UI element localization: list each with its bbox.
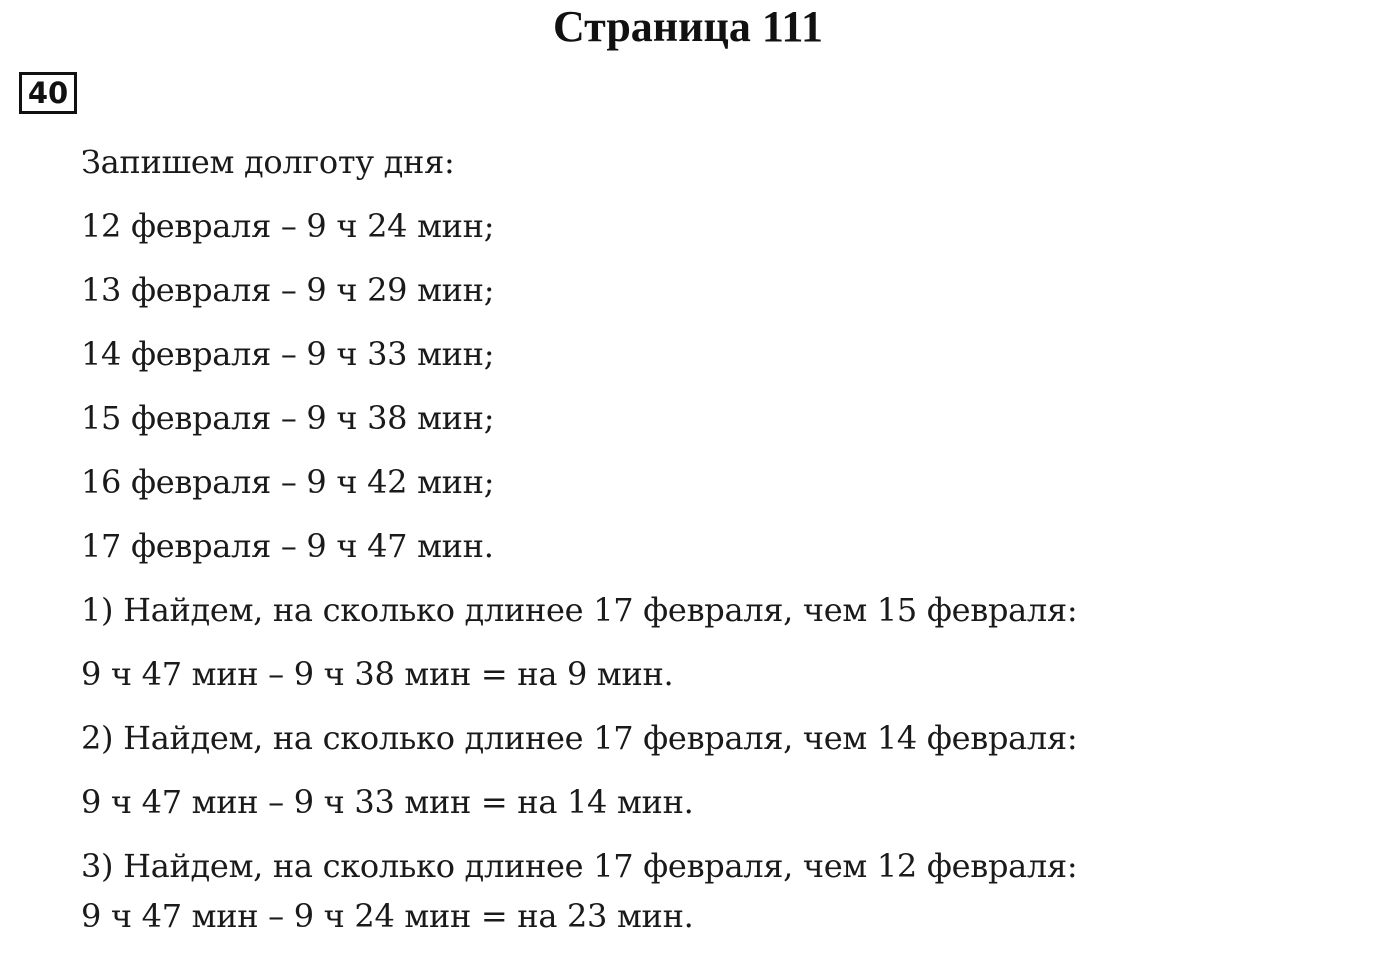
step-question-line: 2) Найдем, на сколько длинее 17 февраля, чем 14 февраля: — [81, 719, 1078, 757]
day-length-line: 15 февраля – 9 ч 38 мин; — [81, 399, 495, 437]
day-length-line: 14 февраля – 9 ч 33 мин; — [81, 335, 495, 373]
step-question-line: 1) Найдем, на сколько длинее 17 февраля, чем 15 февраля: — [81, 591, 1078, 629]
step-answer-line: 9 ч 47 мин – 9 ч 24 мин = на 23 мин. — [81, 897, 694, 935]
task-number-box: 40 — [19, 72, 77, 114]
step-answer-line: 9 ч 47 мин – 9 ч 38 мин = на 9 мин. — [81, 655, 674, 693]
page-title: Страница 111 — [552, 2, 823, 51]
day-length-line: 13 февраля – 9 ч 29 мин; — [81, 271, 495, 309]
intro-line: Запишем долготу дня: — [81, 143, 455, 181]
day-length-line: 12 февраля – 9 ч 24 мин; — [81, 207, 495, 245]
step-answer-line: 9 ч 47 мин – 9 ч 33 мин = на 14 мин. — [81, 783, 694, 821]
day-length-line: 16 февраля – 9 ч 42 мин; — [81, 463, 495, 501]
day-length-line: 17 февраля – 9 ч 47 мин. — [81, 527, 494, 565]
step-question-line: 3) Найдем, на сколько длинее 17 февраля, чем 12 февраля: — [81, 847, 1078, 885]
